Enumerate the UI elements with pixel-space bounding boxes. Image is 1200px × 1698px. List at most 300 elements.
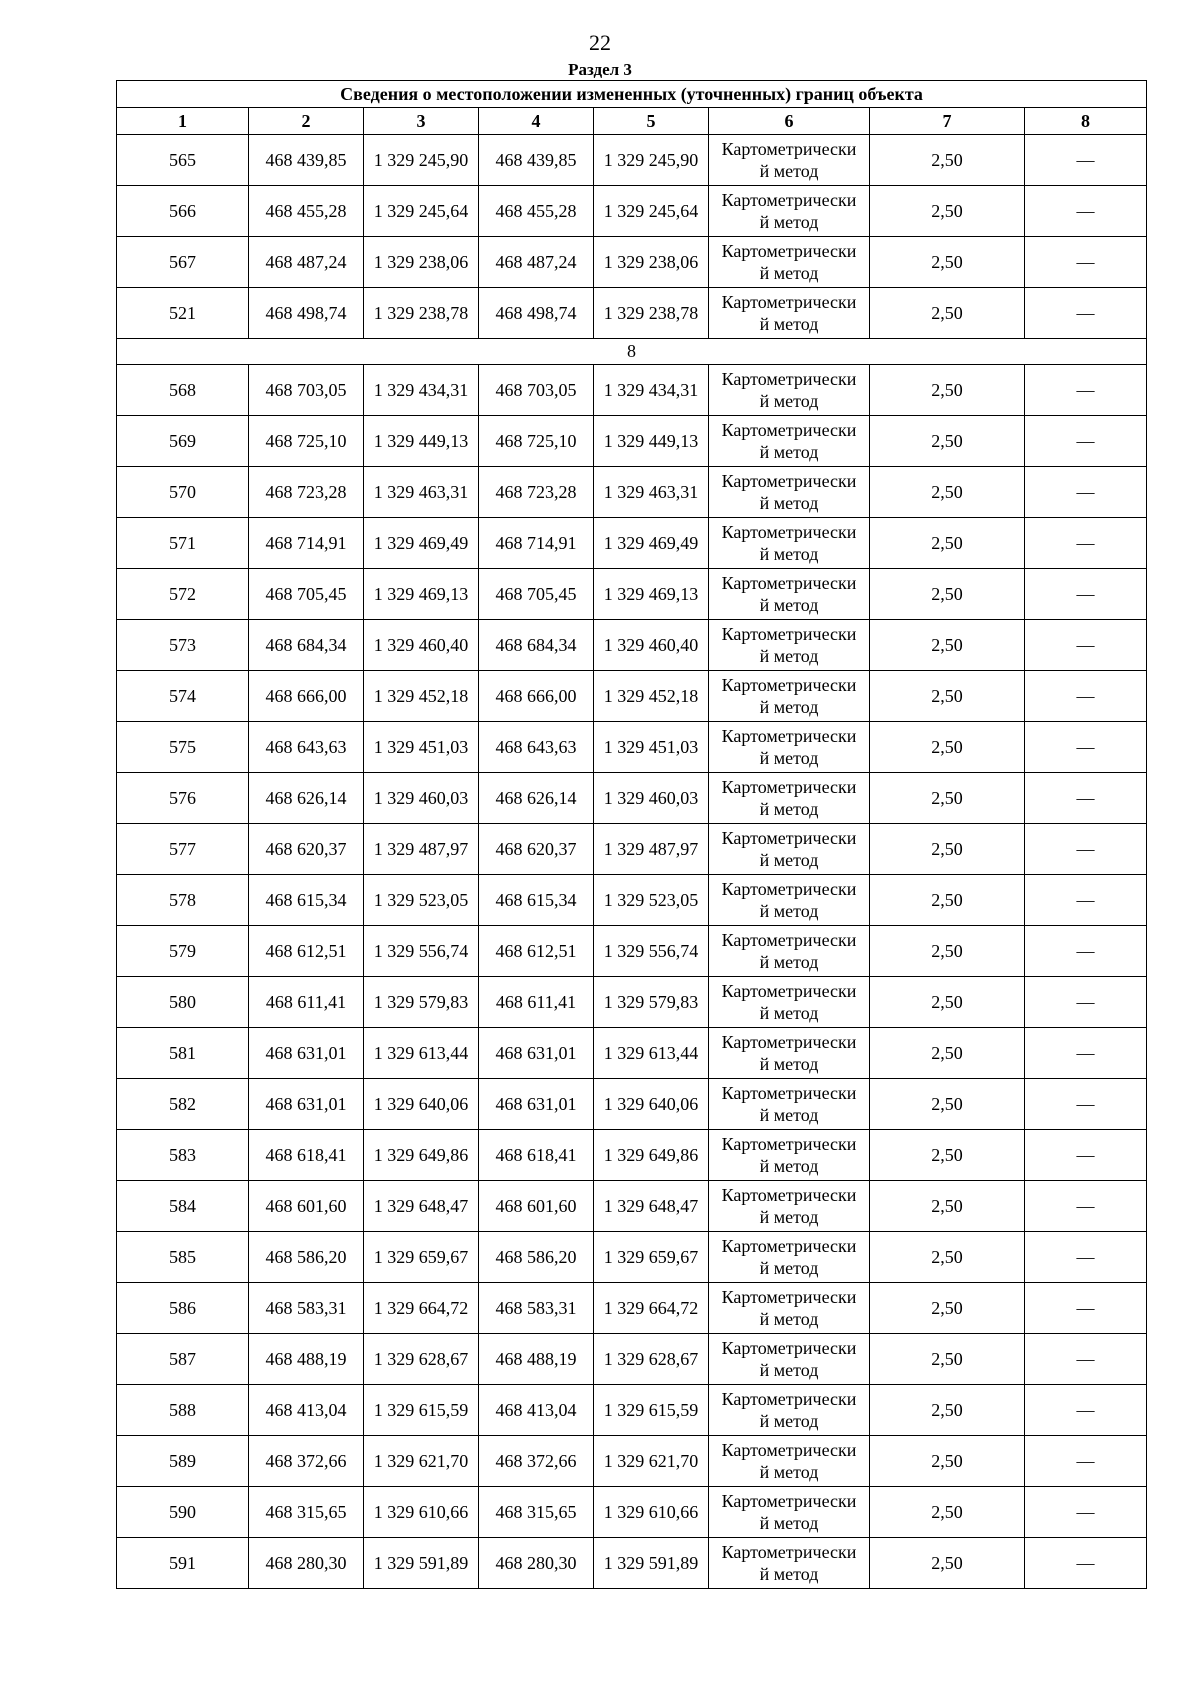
section-title: Раздел 3 <box>568 60 632 79</box>
y-existing-cell: 1 329 469,49 <box>364 518 479 569</box>
table-body <box>117 81 1147 1589</box>
accuracy-cell: 2,50 <box>870 722 1025 773</box>
y-new-cell: 1 329 610,66 <box>594 1487 709 1538</box>
accuracy-cell: 2,50 <box>870 186 1025 237</box>
table-row <box>117 1181 1147 1232</box>
description-cell: — <box>1025 1436 1147 1487</box>
accuracy-cell: 2,50 <box>870 1130 1025 1181</box>
method-line2: й метод <box>759 442 819 462</box>
method-cell <box>709 1487 870 1538</box>
y-existing-cell: 1 329 649,86 <box>364 1130 479 1181</box>
y-existing-cell: 1 329 613,44 <box>364 1028 479 1079</box>
x-existing-cell: 468 498,74 <box>249 288 364 339</box>
method-cell <box>709 1130 870 1181</box>
method-line1: Картометрически <box>721 1185 857 1205</box>
method-line1: Картометрически <box>721 522 857 542</box>
y-new-cell: 1 329 613,44 <box>594 1028 709 1079</box>
x-existing-cell: 468 280,30 <box>249 1538 364 1589</box>
method-cell <box>709 135 870 186</box>
x-new-cell: 468 280,30 <box>479 1538 594 1589</box>
y-new-cell: 1 329 238,06 <box>594 237 709 288</box>
y-new-cell: 1 329 487,97 <box>594 824 709 875</box>
y-existing-cell: 1 329 556,74 <box>364 926 479 977</box>
method-line1: Картометрически <box>721 471 857 491</box>
method-line1: Картометрически <box>721 1338 857 1358</box>
x-existing-cell: 468 725,10 <box>249 416 364 467</box>
description-cell: — <box>1025 467 1147 518</box>
y-new-cell: 1 329 452,18 <box>594 671 709 722</box>
point-number-cell: 567 <box>117 237 249 288</box>
method-line2: й метод <box>759 212 819 232</box>
method-line2: й метод <box>759 1513 819 1533</box>
method-line1: Картометрически <box>721 981 857 1001</box>
y-existing-cell: 1 329 648,47 <box>364 1181 479 1232</box>
point-number-cell: 585 <box>117 1232 249 1283</box>
method-cell <box>709 773 870 824</box>
y-existing-cell: 1 329 523,05 <box>364 875 479 926</box>
y-existing-cell: 1 329 451,03 <box>364 722 479 773</box>
contour-group-label: 8 <box>117 339 1147 365</box>
x-new-cell: 468 714,91 <box>479 518 594 569</box>
description-cell: — <box>1025 288 1147 339</box>
x-existing-cell: 468 488,19 <box>249 1334 364 1385</box>
x-new-cell: 468 372,66 <box>479 1436 594 1487</box>
method-line1: Картометрически <box>721 879 857 899</box>
description-cell: — <box>1025 1334 1147 1385</box>
description-cell: — <box>1025 416 1147 467</box>
x-new-cell: 468 725,10 <box>479 416 594 467</box>
y-new-cell: 1 329 469,13 <box>594 569 709 620</box>
description-cell: — <box>1025 926 1147 977</box>
y-new-cell: 1 329 664,72 <box>594 1283 709 1334</box>
x-existing-cell: 468 487,24 <box>249 237 364 288</box>
method-line1: Картометрически <box>721 777 857 797</box>
y-existing-cell: 1 329 579,83 <box>364 977 479 1028</box>
accuracy-cell: 2,50 <box>870 773 1025 824</box>
table-row <box>117 569 1147 620</box>
description-cell: — <box>1025 569 1147 620</box>
method-line1: Картометрически <box>721 726 857 746</box>
method-cell <box>709 186 870 237</box>
method-cell <box>709 518 870 569</box>
column-header: 4 <box>479 108 594 135</box>
point-number-cell: 572 <box>117 569 249 620</box>
description-cell: — <box>1025 365 1147 416</box>
point-number-cell: 584 <box>117 1181 249 1232</box>
x-existing-cell: 468 372,66 <box>249 1436 364 1487</box>
y-existing-cell: 1 329 664,72 <box>364 1283 479 1334</box>
method-cell <box>709 1385 870 1436</box>
x-new-cell: 468 705,45 <box>479 569 594 620</box>
point-number-cell: 591 <box>117 1538 249 1589</box>
table-row <box>117 1232 1147 1283</box>
method-line2: й метод <box>759 952 819 972</box>
method-cell <box>709 1283 870 1334</box>
point-number-cell: 569 <box>117 416 249 467</box>
point-number-cell: 580 <box>117 977 249 1028</box>
method-line1: Картометрически <box>721 675 857 695</box>
accuracy-cell: 2,50 <box>870 1079 1025 1130</box>
page-number: 22 <box>589 30 611 55</box>
table-row <box>117 773 1147 824</box>
method-line2: й метод <box>759 1360 819 1380</box>
y-existing-cell: 1 329 591,89 <box>364 1538 479 1589</box>
y-new-cell: 1 329 238,78 <box>594 288 709 339</box>
description-cell: — <box>1025 237 1147 288</box>
point-number-cell: 583 <box>117 1130 249 1181</box>
table-row <box>117 926 1147 977</box>
point-number-cell: 576 <box>117 773 249 824</box>
x-existing-cell: 468 439,85 <box>249 135 364 186</box>
method-line2: й метод <box>759 493 819 513</box>
method-line2: й метод <box>759 1003 819 1023</box>
table-row <box>117 1436 1147 1487</box>
column-header-row <box>117 108 1147 135</box>
description-cell: — <box>1025 1181 1147 1232</box>
table-row <box>117 1283 1147 1334</box>
accuracy-cell: 2,50 <box>870 1436 1025 1487</box>
method-line1: Картометрически <box>721 1134 857 1154</box>
y-existing-cell: 1 329 434,31 <box>364 365 479 416</box>
method-line2: й метод <box>759 1462 819 1482</box>
y-existing-cell: 1 329 628,67 <box>364 1334 479 1385</box>
x-existing-cell: 468 315,65 <box>249 1487 364 1538</box>
y-existing-cell: 1 329 238,06 <box>364 237 479 288</box>
column-header: 1 <box>117 108 249 135</box>
method-line2: й метод <box>759 1156 819 1176</box>
description-cell: — <box>1025 135 1147 186</box>
table-row <box>117 518 1147 569</box>
method-cell <box>709 1079 870 1130</box>
x-new-cell: 468 601,60 <box>479 1181 594 1232</box>
method-line2: й метод <box>759 1258 819 1278</box>
x-existing-cell: 468 626,14 <box>249 773 364 824</box>
method-line1: Картометрически <box>721 420 857 440</box>
method-line2: й метод <box>759 1309 819 1329</box>
point-number-cell: 579 <box>117 926 249 977</box>
method-line2: й метод <box>759 1564 819 1584</box>
method-cell <box>709 1028 870 1079</box>
table-row <box>117 416 1147 467</box>
x-new-cell: 468 455,28 <box>479 186 594 237</box>
accuracy-cell: 2,50 <box>870 1232 1025 1283</box>
method-line1: Картометрически <box>721 1389 857 1409</box>
y-existing-cell: 1 329 621,70 <box>364 1436 479 1487</box>
method-cell <box>709 620 870 671</box>
y-new-cell: 1 329 579,83 <box>594 977 709 1028</box>
accuracy-cell: 2,50 <box>870 237 1025 288</box>
description-cell: — <box>1025 671 1147 722</box>
point-number-cell: 582 <box>117 1079 249 1130</box>
method-cell <box>709 1181 870 1232</box>
y-new-cell: 1 329 659,67 <box>594 1232 709 1283</box>
x-existing-cell: 468 611,41 <box>249 977 364 1028</box>
description-cell: — <box>1025 1283 1147 1334</box>
x-new-cell: 468 618,41 <box>479 1130 594 1181</box>
point-number-cell: 590 <box>117 1487 249 1538</box>
method-cell <box>709 1538 870 1589</box>
method-cell <box>709 926 870 977</box>
method-cell <box>709 977 870 1028</box>
accuracy-cell: 2,50 <box>870 1283 1025 1334</box>
y-existing-cell: 1 329 245,90 <box>364 135 479 186</box>
method-line1: Картометрически <box>721 1440 857 1460</box>
accuracy-cell: 2,50 <box>870 1181 1025 1232</box>
x-new-cell: 468 413,04 <box>479 1385 594 1436</box>
x-existing-cell: 468 666,00 <box>249 671 364 722</box>
method-line2: й метод <box>759 646 819 666</box>
y-new-cell: 1 329 434,31 <box>594 365 709 416</box>
y-existing-cell: 1 329 460,03 <box>364 773 479 824</box>
method-line2: й метод <box>759 697 819 717</box>
method-line2: й метод <box>759 161 819 181</box>
accuracy-cell: 2,50 <box>870 1538 1025 1589</box>
method-cell <box>709 875 870 926</box>
description-cell: — <box>1025 1538 1147 1589</box>
y-new-cell: 1 329 648,47 <box>594 1181 709 1232</box>
method-cell <box>709 365 870 416</box>
table-row <box>117 186 1147 237</box>
table-row <box>117 1487 1147 1538</box>
y-existing-cell: 1 329 452,18 <box>364 671 479 722</box>
x-new-cell: 468 439,85 <box>479 135 594 186</box>
point-number-cell: 589 <box>117 1436 249 1487</box>
method-line1: Картометрически <box>721 930 857 950</box>
method-line1: Картометрически <box>721 139 857 159</box>
method-line1: Картометрически <box>721 369 857 389</box>
method-cell <box>709 237 870 288</box>
x-existing-cell: 468 455,28 <box>249 186 364 237</box>
x-new-cell: 468 611,41 <box>479 977 594 1028</box>
method-cell <box>709 288 870 339</box>
x-new-cell: 468 612,51 <box>479 926 594 977</box>
accuracy-cell: 2,50 <box>870 416 1025 467</box>
x-new-cell: 468 684,34 <box>479 620 594 671</box>
method-line1: Картометрически <box>721 190 857 210</box>
y-new-cell: 1 329 460,40 <box>594 620 709 671</box>
method-line2: й метод <box>759 748 819 768</box>
y-existing-cell: 1 329 640,06 <box>364 1079 479 1130</box>
description-cell: — <box>1025 977 1147 1028</box>
x-new-cell: 468 703,05 <box>479 365 594 416</box>
table-row <box>117 824 1147 875</box>
table-row <box>117 671 1147 722</box>
table-row <box>117 722 1147 773</box>
method-line1: Картометрически <box>721 828 857 848</box>
y-existing-cell: 1 329 449,13 <box>364 416 479 467</box>
y-existing-cell: 1 329 610,66 <box>364 1487 479 1538</box>
point-number-cell: 574 <box>117 671 249 722</box>
point-number-cell: 570 <box>117 467 249 518</box>
description-cell: — <box>1025 875 1147 926</box>
method-line1: Картометрически <box>721 1236 857 1256</box>
x-existing-cell: 468 705,45 <box>249 569 364 620</box>
table-caption-row <box>117 81 1147 108</box>
description-cell: — <box>1025 1487 1147 1538</box>
table-row <box>117 620 1147 671</box>
method-line2: й метод <box>759 1054 819 1074</box>
x-new-cell: 468 631,01 <box>479 1079 594 1130</box>
y-existing-cell: 1 329 238,78 <box>364 288 479 339</box>
method-line2: й метод <box>759 314 819 334</box>
accuracy-cell: 2,50 <box>870 1385 1025 1436</box>
method-line2: й метод <box>759 799 819 819</box>
point-number-cell: 521 <box>117 288 249 339</box>
accuracy-cell: 2,50 <box>870 824 1025 875</box>
accuracy-cell: 2,50 <box>870 926 1025 977</box>
y-new-cell: 1 329 621,70 <box>594 1436 709 1487</box>
x-existing-cell: 468 631,01 <box>249 1028 364 1079</box>
y-new-cell: 1 329 556,74 <box>594 926 709 977</box>
x-existing-cell: 468 413,04 <box>249 1385 364 1436</box>
point-number-cell: 566 <box>117 186 249 237</box>
description-cell: — <box>1025 1028 1147 1079</box>
x-existing-cell: 468 643,63 <box>249 722 364 773</box>
method-line1: Картометрически <box>721 241 857 261</box>
x-existing-cell: 468 723,28 <box>249 467 364 518</box>
description-cell: — <box>1025 1130 1147 1181</box>
point-number-cell: 586 <box>117 1283 249 1334</box>
y-new-cell: 1 329 451,03 <box>594 722 709 773</box>
table-row <box>117 977 1147 1028</box>
description-cell: — <box>1025 722 1147 773</box>
x-existing-cell: 468 583,31 <box>249 1283 364 1334</box>
point-number-cell: 573 <box>117 620 249 671</box>
x-new-cell: 468 723,28 <box>479 467 594 518</box>
method-line2: й метод <box>759 391 819 411</box>
accuracy-cell: 2,50 <box>870 288 1025 339</box>
table-row <box>117 875 1147 926</box>
y-existing-cell: 1 329 469,13 <box>364 569 479 620</box>
x-existing-cell: 468 618,41 <box>249 1130 364 1181</box>
table-row <box>117 1028 1147 1079</box>
method-line1: Картометрически <box>721 1542 857 1562</box>
table-row <box>117 365 1147 416</box>
method-line1: Картометрически <box>721 624 857 644</box>
y-existing-cell: 1 329 615,59 <box>364 1385 479 1436</box>
accuracy-cell: 2,50 <box>870 1487 1025 1538</box>
method-line1: Картометрически <box>721 292 857 312</box>
method-line1: Картометрически <box>721 1032 857 1052</box>
accuracy-cell: 2,50 <box>870 518 1025 569</box>
method-line2: й метод <box>759 1207 819 1227</box>
method-cell <box>709 416 870 467</box>
method-cell <box>709 1232 870 1283</box>
description-cell: — <box>1025 1385 1147 1436</box>
x-existing-cell: 468 620,37 <box>249 824 364 875</box>
x-new-cell: 468 643,63 <box>479 722 594 773</box>
description-cell: — <box>1025 1232 1147 1283</box>
y-existing-cell: 1 329 463,31 <box>364 467 479 518</box>
method-line1: Картометрически <box>721 1083 857 1103</box>
description-cell: — <box>1025 620 1147 671</box>
description-cell: — <box>1025 186 1147 237</box>
y-new-cell: 1 329 591,89 <box>594 1538 709 1589</box>
x-new-cell: 468 583,31 <box>479 1283 594 1334</box>
table-row <box>117 1538 1147 1589</box>
point-number-cell: 565 <box>117 135 249 186</box>
method-cell <box>709 569 870 620</box>
accuracy-cell: 2,50 <box>870 365 1025 416</box>
point-number-cell: 575 <box>117 722 249 773</box>
column-header: 5 <box>594 108 709 135</box>
method-cell <box>709 671 870 722</box>
method-cell <box>709 1436 870 1487</box>
y-existing-cell: 1 329 659,67 <box>364 1232 479 1283</box>
boundary-coordinates-table <box>116 80 1147 1589</box>
description-cell: — <box>1025 1079 1147 1130</box>
x-existing-cell: 468 684,34 <box>249 620 364 671</box>
method-line2: й метод <box>759 263 819 283</box>
x-existing-cell: 468 612,51 <box>249 926 364 977</box>
table-row <box>117 288 1147 339</box>
method-line1: Картометрически <box>721 1491 857 1511</box>
column-header: 6 <box>709 108 870 135</box>
y-new-cell: 1 329 463,31 <box>594 467 709 518</box>
method-line2: й метод <box>759 1411 819 1431</box>
accuracy-cell: 2,50 <box>870 1334 1025 1385</box>
y-new-cell: 1 329 615,59 <box>594 1385 709 1436</box>
table-row <box>117 1079 1147 1130</box>
x-existing-cell: 468 703,05 <box>249 365 364 416</box>
method-line2: й метод <box>759 544 819 564</box>
method-line2: й метод <box>759 595 819 615</box>
method-line2: й метод <box>759 901 819 921</box>
accuracy-cell: 2,50 <box>870 977 1025 1028</box>
x-existing-cell: 468 714,91 <box>249 518 364 569</box>
point-number-cell: 577 <box>117 824 249 875</box>
table-row <box>117 237 1147 288</box>
x-new-cell: 468 626,14 <box>479 773 594 824</box>
accuracy-cell: 2,50 <box>870 569 1025 620</box>
method-line2: й метод <box>759 1105 819 1125</box>
x-new-cell: 468 498,74 <box>479 288 594 339</box>
y-new-cell: 1 329 449,13 <box>594 416 709 467</box>
method-line2: й метод <box>759 850 819 870</box>
method-cell <box>709 1334 870 1385</box>
point-number-cell: 571 <box>117 518 249 569</box>
x-new-cell: 468 666,00 <box>479 671 594 722</box>
point-number-cell: 578 <box>117 875 249 926</box>
table-row <box>117 467 1147 518</box>
point-number-cell: 581 <box>117 1028 249 1079</box>
y-new-cell: 1 329 649,86 <box>594 1130 709 1181</box>
accuracy-cell: 2,50 <box>870 620 1025 671</box>
method-cell <box>709 722 870 773</box>
x-new-cell: 468 631,01 <box>479 1028 594 1079</box>
table-caption: Сведения о местоположении измененных (уточненных) границ объекта <box>117 81 1147 108</box>
x-new-cell: 468 487,24 <box>479 237 594 288</box>
method-line1: Картометрически <box>721 1287 857 1307</box>
description-cell: — <box>1025 773 1147 824</box>
method-cell <box>709 824 870 875</box>
x-new-cell: 468 620,37 <box>479 824 594 875</box>
accuracy-cell: 2,50 <box>870 1028 1025 1079</box>
y-new-cell: 1 329 640,06 <box>594 1079 709 1130</box>
method-cell <box>709 467 870 518</box>
y-existing-cell: 1 329 245,64 <box>364 186 479 237</box>
y-new-cell: 1 329 460,03 <box>594 773 709 824</box>
x-existing-cell: 468 615,34 <box>249 875 364 926</box>
x-new-cell: 468 315,65 <box>479 1487 594 1538</box>
y-existing-cell: 1 329 460,40 <box>364 620 479 671</box>
y-existing-cell: 1 329 487,97 <box>364 824 479 875</box>
column-header: 8 <box>1025 108 1147 135</box>
x-new-cell: 468 586,20 <box>479 1232 594 1283</box>
accuracy-cell: 2,50 <box>870 875 1025 926</box>
y-new-cell: 1 329 523,05 <box>594 875 709 926</box>
table-row <box>117 135 1147 186</box>
